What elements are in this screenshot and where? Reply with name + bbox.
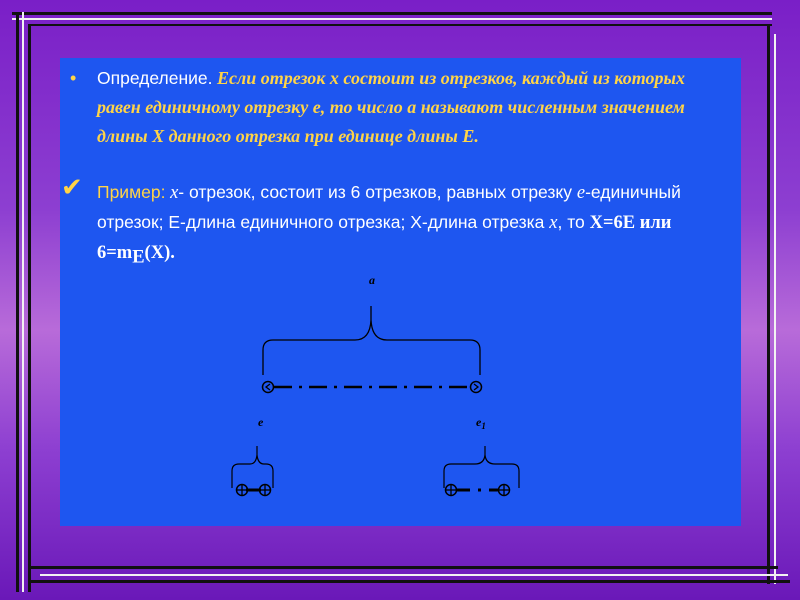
definition-text: Если отрезок x состоит из отрезков, каждый из которых равен единичному отрезку e, то число a называют численным значением длины X данного отрезка при единице длины E. bbox=[97, 68, 685, 146]
bullet-dot-icon: • bbox=[70, 68, 77, 88]
label-e: e bbox=[258, 415, 264, 429]
label-a: a bbox=[369, 273, 375, 287]
brace-e1 bbox=[444, 446, 519, 488]
segment-e-endpoint-left bbox=[237, 485, 248, 496]
content-panel bbox=[60, 58, 741, 526]
frame-top-line-white bbox=[12, 18, 772, 20]
example-text-1: - отрезок, состоит из 6 отрезков, равных отрезку bbox=[178, 182, 577, 202]
example-lead: Пример: bbox=[97, 182, 166, 202]
brace-a bbox=[263, 306, 480, 375]
formula-main: X=6E или 6=m bbox=[97, 213, 672, 263]
segment-x-endpoint-left bbox=[263, 382, 274, 393]
segment-diagram bbox=[60, 58, 741, 526]
frame-right-line bbox=[767, 24, 770, 584]
frame-bottom-line-white bbox=[40, 574, 788, 576]
segment-x-endpoint-right bbox=[471, 382, 482, 393]
checkmark-icon: ✔ bbox=[61, 173, 83, 203]
frame-right-line-white bbox=[774, 34, 776, 584]
frame-top-line-2 bbox=[30, 24, 772, 26]
segment-e1-endpoint-left bbox=[446, 485, 457, 496]
label-e1-base: e bbox=[476, 415, 482, 429]
example-text-2: -единичный отрезок; E-длина единичного отрезка; X-длина отрезка bbox=[97, 182, 681, 232]
formula-sub: E bbox=[132, 247, 145, 268]
formula-end: (X). bbox=[144, 243, 175, 263]
label-e1-sub: 1 bbox=[481, 421, 486, 431]
frame-bottom-line bbox=[30, 566, 778, 569]
label-e1 bbox=[476, 415, 486, 431]
frame-left-line-2 bbox=[28, 24, 31, 592]
example-text-3: , то bbox=[557, 212, 590, 232]
frame-bottom-line-2 bbox=[30, 580, 790, 583]
brace-e bbox=[232, 446, 273, 488]
example-e-var: e bbox=[576, 183, 586, 203]
frame-top-line bbox=[12, 12, 772, 15]
frame-left-line bbox=[16, 12, 19, 592]
definition-lead: Определение. bbox=[97, 68, 213, 88]
segment-e1-endpoint-right bbox=[499, 485, 510, 496]
example-x-var-2: x bbox=[549, 213, 558, 233]
segment-e-endpoint-right bbox=[260, 485, 271, 496]
frame-left-line-white bbox=[22, 12, 24, 592]
example-x-var: x bbox=[165, 183, 179, 203]
